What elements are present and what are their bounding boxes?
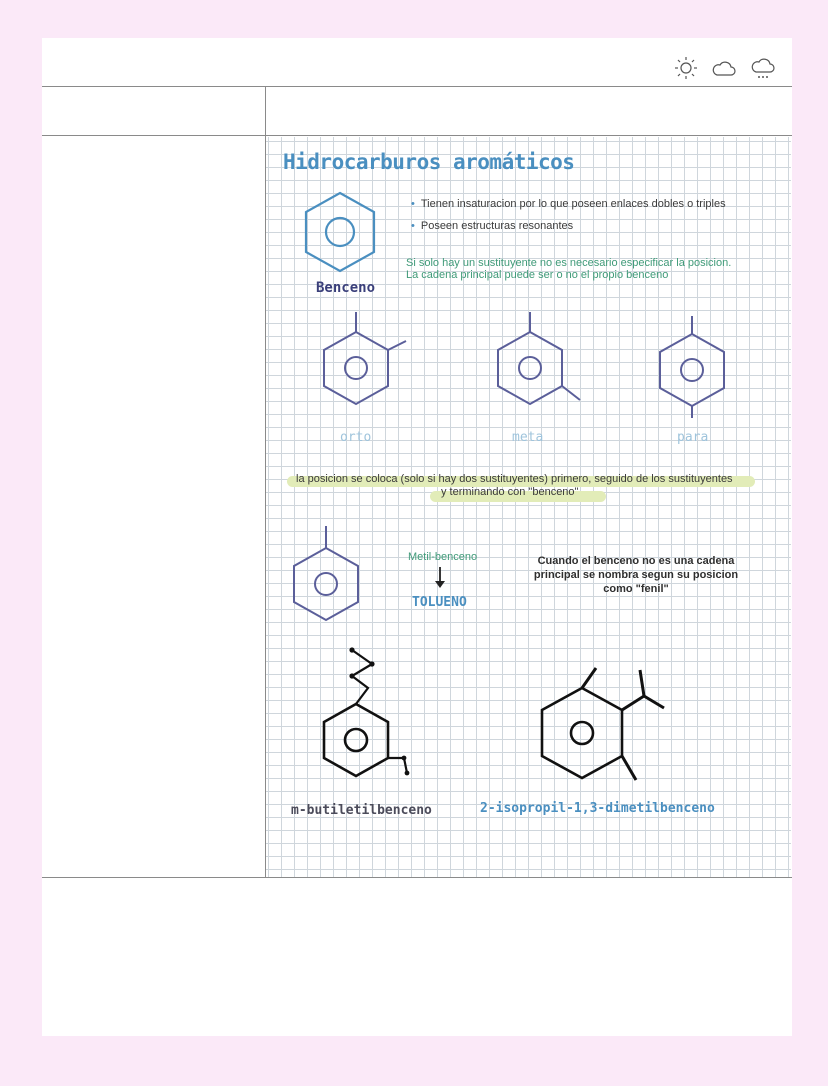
fenil-line-1: Cuando el benceno no es una cadena [537, 555, 735, 567]
benzene-ring-drawing [300, 190, 380, 274]
butiletilbenzene-drawing [316, 640, 426, 790]
isopropyl-dimethylbenzene-drawing [536, 660, 676, 790]
para-benzene-drawing [654, 314, 734, 418]
fenil-line-2: principal se nombra segun su posicion [533, 569, 739, 581]
toluene-benzene-drawing [290, 524, 366, 624]
header-divider [42, 86, 792, 87]
fenil-line-3: como "fenil" [603, 583, 669, 595]
rule-line-1: la posicion se coloca (solo si hay dos sustituyentes) primero, seguido de los sustituyentes [296, 473, 733, 485]
arrow-down-icon [433, 566, 447, 590]
orto-benzene-drawing [318, 312, 414, 412]
column-header-divider [42, 135, 792, 136]
green-note-line-1: Si solo hay un sustituyente no es necesario especificar la posicion. [406, 257, 732, 269]
bullet-2: • Poseen estructuras resonantes [411, 220, 573, 232]
orto-label: orto [340, 430, 372, 445]
sun-icon[interactable] [674, 56, 698, 80]
meta-benzene-drawing [492, 312, 588, 412]
rule-line-2: y terminando con "benceno" [441, 486, 579, 498]
example-2-name: 2-isopropil-1,3-dimetilbenceno [480, 801, 715, 816]
footer-divider [42, 877, 792, 878]
cloud-icon[interactable] [711, 56, 737, 80]
benceno-label: Benceno [316, 280, 376, 296]
meta-label: meta [512, 430, 544, 445]
page-title: Hidrocarburos aromáticos [283, 150, 575, 174]
tolueno-label: TOLUENO [412, 595, 467, 610]
para-label: para [677, 430, 709, 445]
green-note-line-2: La cadena principal puede ser o no el propio benceno [406, 269, 669, 281]
bullet-1: • Tienen insaturacion por lo que poseen enlaces dobles o triples [411, 198, 726, 210]
cloud-rain-icon[interactable] [750, 56, 776, 82]
example-1-name: m-butiletilbenceno [291, 803, 432, 818]
metil-benceno-label: Metil-benceno [408, 551, 478, 563]
